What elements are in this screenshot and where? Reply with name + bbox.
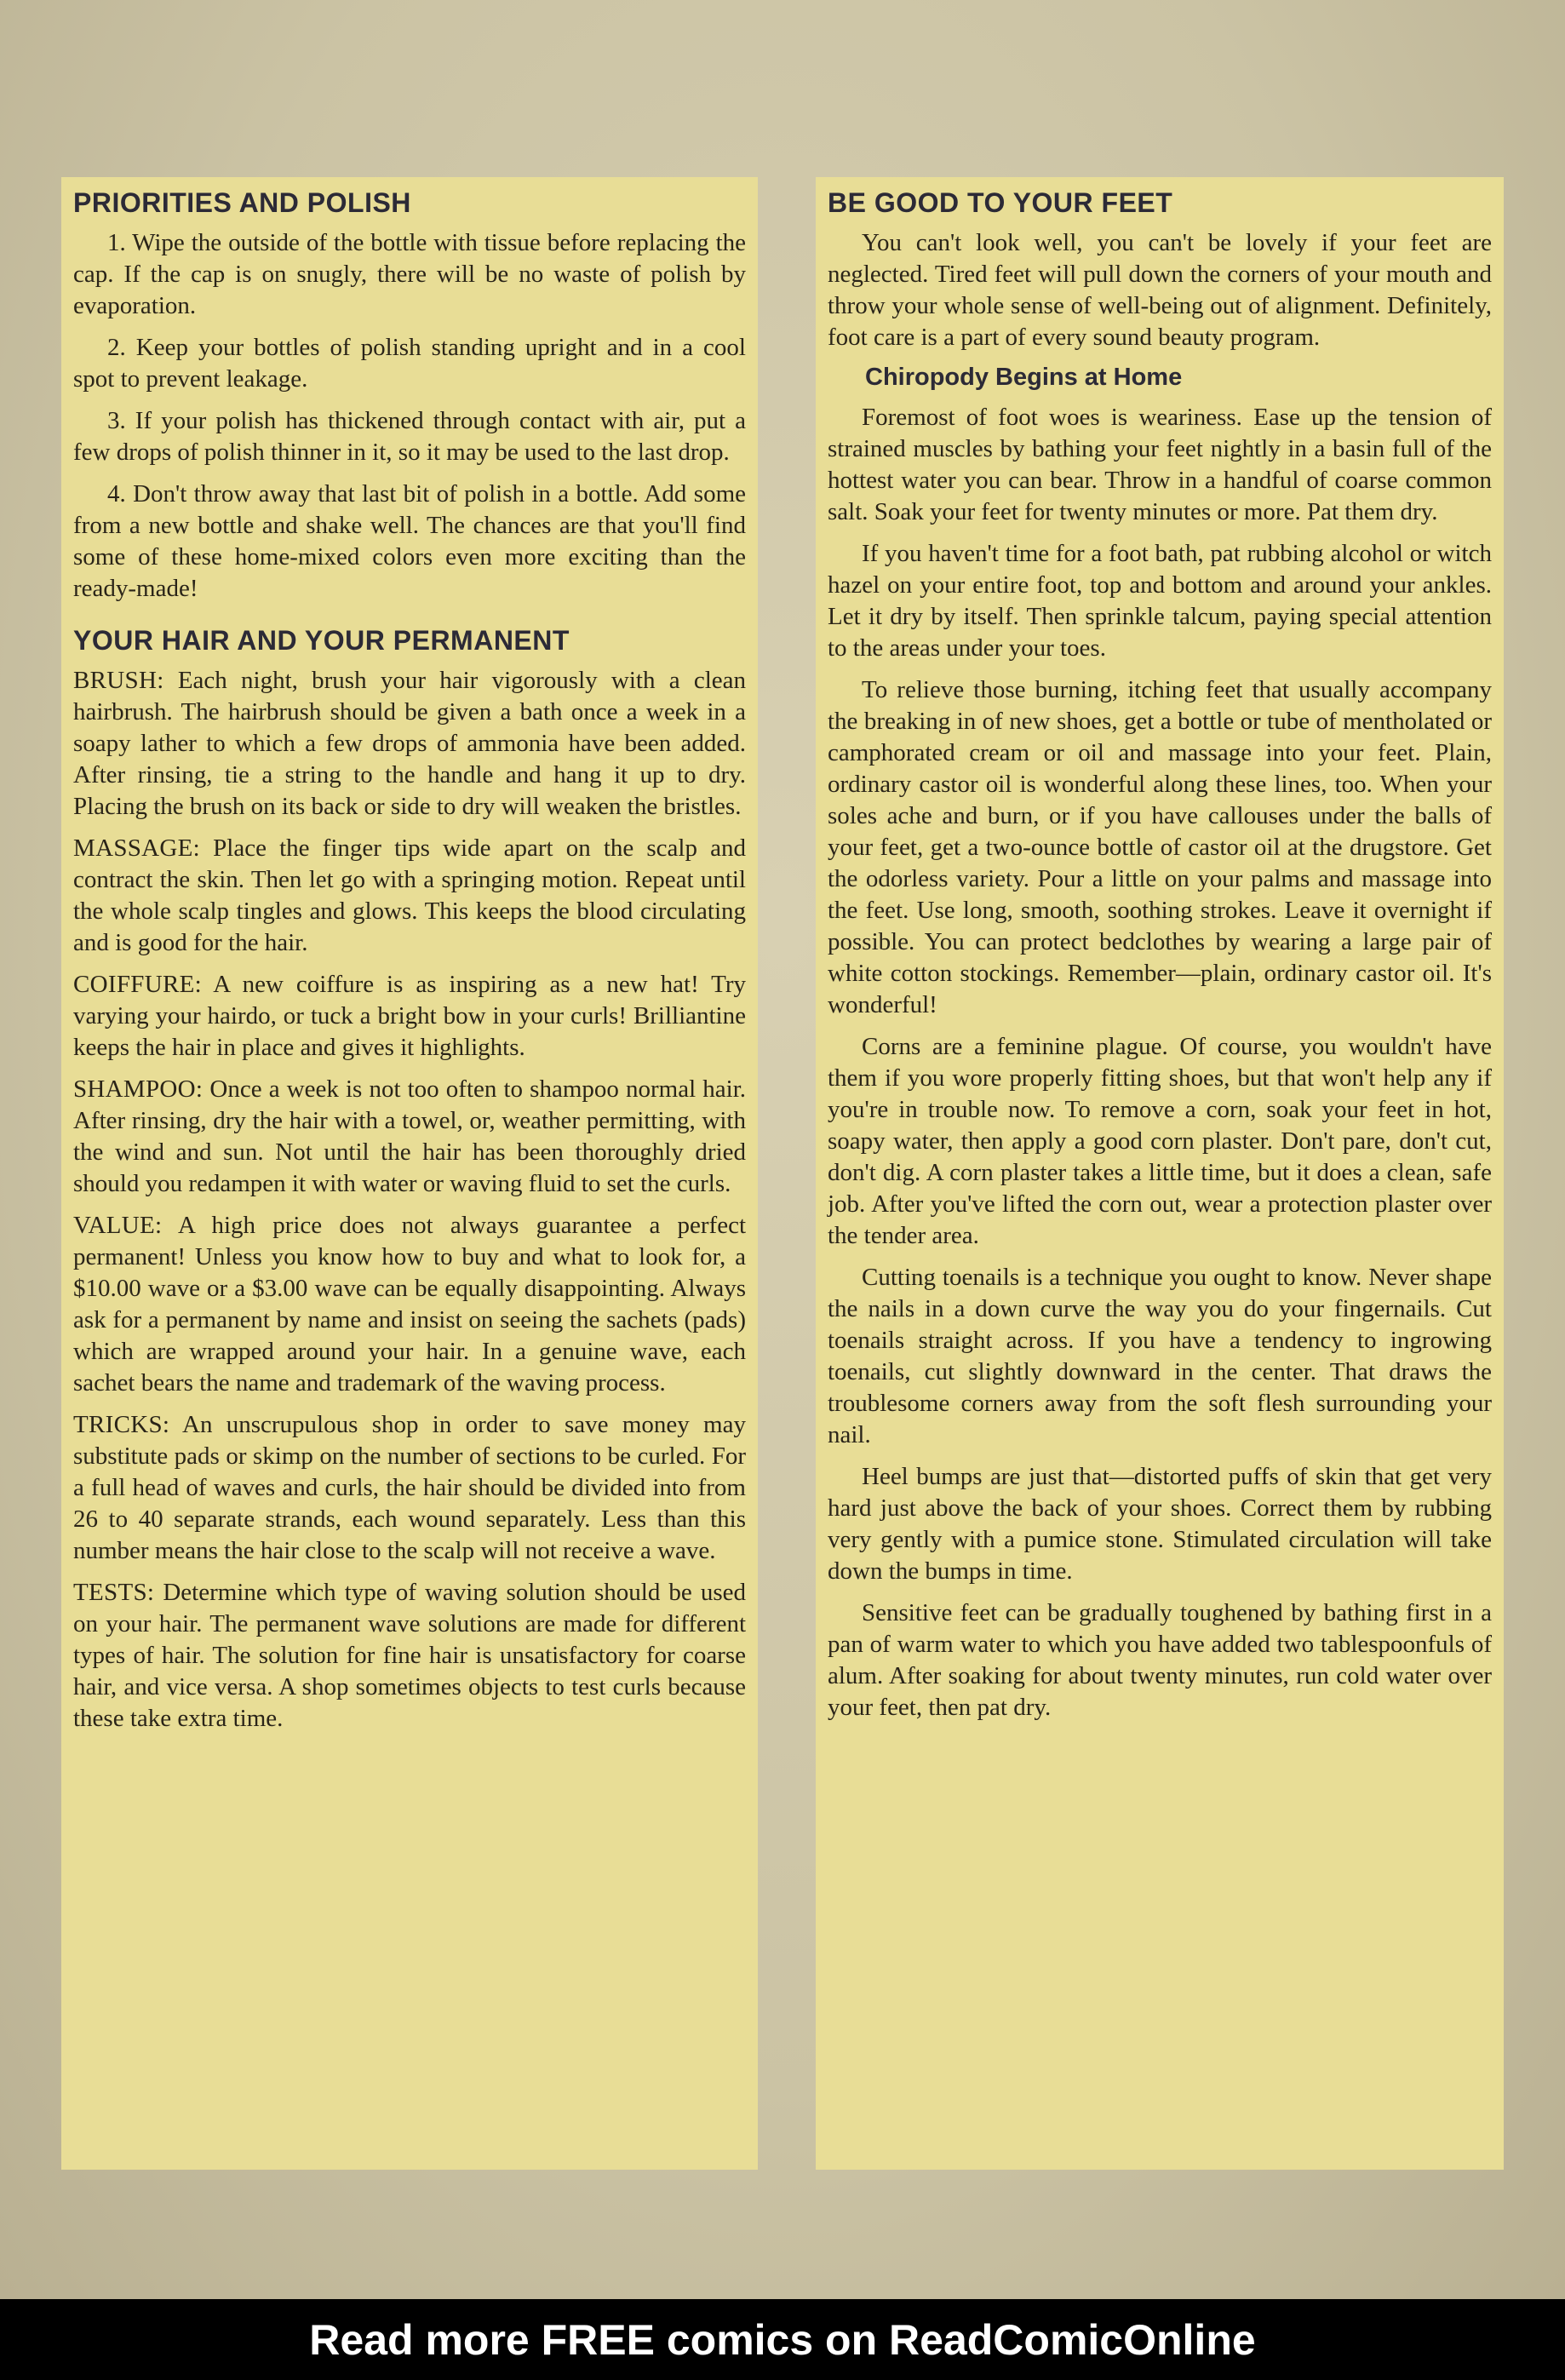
section-text: Each night, brush your hair vigorously with a clean hairbrush. The hairbrush should be given a bath once a week in a soapy lather to which a few drops of ammonia have been added. After rinsing, tie a string to the handle and hang it up to dry. Placing the brush on its back or side to dry will weaken the bristles. (73, 667, 746, 820)
chiropody-paragraph: To relieve those burning, itching feet that usually accompany the breaking in of new shoes, get a bottle or tube of mentholated or camphorated cream or oil and massage into your feet. Plain, ordinary castor oil is wonderful along these lines, too. When your soles ache and burn, or if you have callouses under the balls of your feet, get a two-ounce bottle of castor oil at the drugstore. Get the odorless variety. Pour a little on your palms and massage into the feet. Use long, smooth, soothing strokes. Leave it overnight if possible. You can protect bedclothes by wearing a large pair of white cotton stockings. Remember—plain, ordinary castor oil. It's wonderful! (828, 676, 1492, 1018)
section-text: A new coiffure is as inspiring as a new hat! Try varying your hairdo, or tuck a bright bow in your curls! Brilliantine keeps the hair in place and gives it highlights. (73, 971, 746, 1061)
priorities-item: 2. Keep your bottles of polish standing upright and in a cool spot to prevent leakage. (73, 334, 746, 393)
hair-heading: YOUR HAIR AND YOUR PERMANENT (73, 625, 570, 656)
section-text: Place the finger tips wide apart on the scalp and contract the skin. Then let go with a springing motion. Repeat until the whole scalp tingles and glows. This keeps the blood circulating and is good for the hair. (73, 834, 746, 956)
section-label: MASSAGE: (73, 834, 201, 862)
priorities-item: 3. If your polish has thickened through contact with air, put a few drops of polish thinner in it, so it may be used to the last drop. (73, 407, 746, 466)
priorities-item: 4. Don't throw away that last bit of polish in a bottle. Add some from a new bottle and shake well. The chances are that you'll find some of these home-mixed colors even more exciting than the ready-made! (73, 480, 746, 602)
section-label: BRUSH: (73, 667, 164, 694)
section-label: TESTS: (73, 1579, 155, 1606)
hair-section-tests (73, 1577, 746, 1735)
section-text: An unscrupulous shop in order to save money may substitute pads or skimp on the number of sections to be curled. For a full head of waves and curls, the hair should be divided into from 26 to 40 separate strands, each wound separately. Less than this number means the hair close to the scalp will not receive a wave. (73, 1411, 746, 1564)
section-text: Once a week is not too often to shampoo normal hair. After rinsing, dry the hair with a towel, or, weather permitting, with the wind and sun. Not until the hair has been thoroughly dried should you redampen it with water or waving fluid to set the curls. (73, 1075, 746, 1197)
hair-section-shampoo (73, 1074, 746, 1200)
hair-section-value (73, 1210, 746, 1399)
read-more-banner[interactable] (0, 2299, 1565, 2380)
chiropody-paragraph: Foremost of foot woes is weariness. Ease up the tension of strained muscles by bathing your feet nightly in a basin full of the hottest water you can bear. Throw in a handful of coarse common salt. Soak your feet for twenty minutes or more. Pat them dry. (828, 404, 1492, 525)
hair-section-massage (73, 833, 746, 959)
chiropody-paragraph: Cutting toenails is a technique you ought to know. Never shape the nails in a down curve the way you do your fingernails. Cut toenails straight across. If you have a tendency to ingrowing toenails, cut slightly downward in the center. That draws the troublesome corners away from the soft flesh surrounding your nail. (828, 1264, 1492, 1448)
feet-heading: BE GOOD TO YOUR FEET (828, 187, 1173, 218)
section-label: TRICKS: (73, 1411, 170, 1438)
section-text: A high price does not always guarantee a perfect permanent! Unless you know how to buy and what to look for, a $10.00 wave or a $3.00 wave can be equally disappointing. Always ask for a permanent by name and insist on seeing the sachets (pads) which are wrapped around your hair. In a genuine wave, each sachet bears the name and trademark of the waving process. (73, 1212, 746, 1396)
priorities-heading: PRIORITIES AND POLISH (73, 187, 411, 218)
priorities-item: 1. Wipe the outside of the bottle with tissue before replacing the cap. If the cap is on snugly, there will be no waste of polish by evaporation. (73, 229, 746, 319)
left-column (61, 177, 758, 2170)
chiropody-paragraph: Corns are a feminine plague. Of course, you wouldn't have them if you wore properly fitting shoes, but that won't help any if you're in trouble now. To remove a corn, soak your feet in hot, soapy water, then apply a good corn plaster. Don't pare, don't cut, don't dig. A corn plaster takes a little time, but it does a clean, safe job. After you've lifted the corn out, wear a protection plaster over the tender area. (828, 1033, 1492, 1249)
chiropody-paragraph: Heel bumps are just that—distorted puffs of skin that get very hard just above the back of your shoes. Correct them by rubbing very gently with a pumice stone. Stimulated circulation will take down the bumps in time. (828, 1463, 1492, 1585)
chiropody-subheading: Chiropody Begins at Home (865, 364, 1183, 391)
hair-section-tricks (73, 1409, 746, 1567)
right-column (816, 177, 1504, 2170)
section-label: SHAMPOO: (73, 1075, 204, 1103)
feet-intro: You can't look well, you can't be lovely if your feet are neglected. Tired feet will pull down the corners of your mouth and throw your whole sense of well-being out of alignment. Definitely, foot care is a part of every sound beauty program. (828, 229, 1492, 351)
section-text: Determine which type of waving solution should be used on your hair. The permanent wave solutions are made for different types of hair. The solution for fine hair is unsatisfactory for coarse hair, and vice versa. A shop sometimes objects to test curls because these take extra time. (73, 1579, 746, 1732)
banner-text[interactable]: Read more FREE comics on ReadComicOnline (309, 2315, 1256, 2364)
hair-section-coiffure (73, 969, 746, 1064)
chiropody-paragraph: If you haven't time for a foot bath, pat rubbing alcohol or witch hazel on your entire foot, top and bottom and around your ankles. Let it dry by itself. Then sprinkle talcum, paying special attention to the areas under your toes. (828, 540, 1492, 662)
section-label: COIFFURE: (73, 971, 202, 998)
hair-section-brush (73, 665, 746, 823)
chiropody-paragraph: Sensitive feet can be gradually toughened by bathing first in a pan of warm water to which you have added two tablespoonfuls of alum. After soaking for about twenty minutes, run cold water over your feet, then pat dry. (828, 1599, 1492, 1721)
section-label: VALUE: (73, 1212, 163, 1239)
